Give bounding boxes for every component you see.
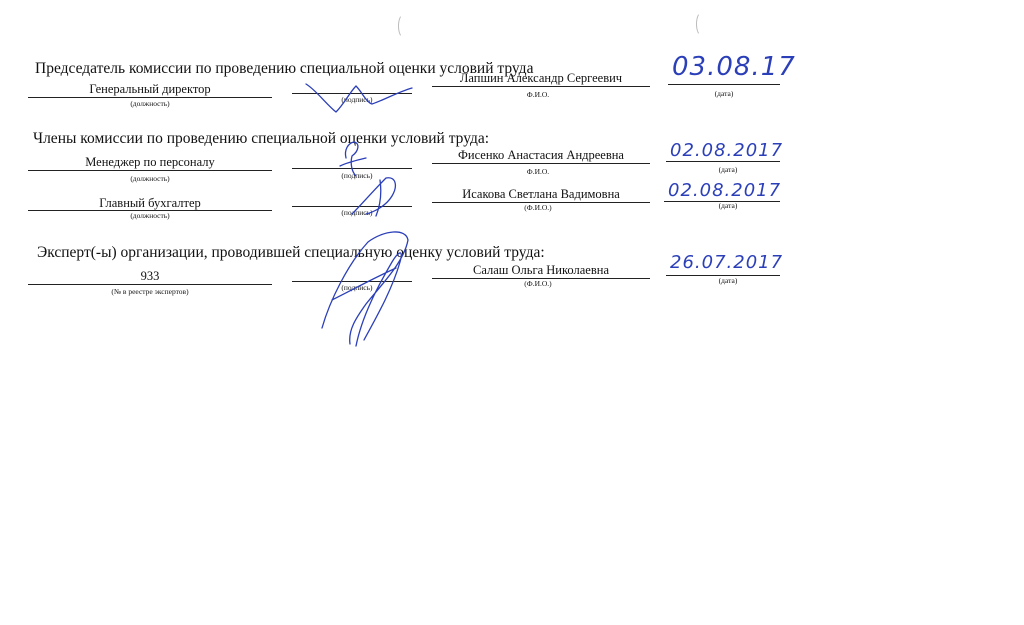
chairman-heading: Председатель комиссии по проведению специальной оценки условий труда <box>35 60 534 77</box>
chairman-position-caption: (должность) <box>130 99 170 108</box>
member-signature-caption: (подпись) <box>341 171 373 180</box>
member-date-caption: (дата) <box>718 201 738 210</box>
member-position: Главный бухгалтер <box>99 196 201 210</box>
expert-registry-caption: (№ в реестре экспертов) <box>111 287 189 296</box>
chairman-date: 03.08.17 <box>672 52 796 82</box>
member-name-caption: (Ф.И.О.) <box>524 203 552 212</box>
expert-name: Салаш Ольга Николаевна <box>472 263 609 277</box>
member-date: 02.08.2017 <box>670 140 784 161</box>
expert-heading: Эксперт(-ы) организации, проводившей специальную оценку условий труда: <box>37 244 545 261</box>
member-position: Менеджер по персоналу <box>85 155 215 169</box>
chairman-date-caption: (дата) <box>714 89 734 98</box>
expert-signature-caption: (подпись) <box>341 283 373 292</box>
member-position-caption: (должность) <box>130 211 170 220</box>
members-heading: Члены комиссии по проведению специальной оценки условий труда: <box>33 130 490 147</box>
chairman-signature <box>306 84 412 112</box>
member-date: 02.08.2017 <box>668 180 782 201</box>
member-signature <box>340 142 366 176</box>
chairman-position: Генеральный директор <box>89 82 211 96</box>
member-name-caption: Ф.И.О. <box>526 167 550 176</box>
expert-registry-number: 933 <box>140 269 160 283</box>
expert-date: 26.07.2017 <box>670 252 784 273</box>
expert-date-caption: (дата) <box>718 276 738 285</box>
member-position-caption: (должность) <box>130 174 170 183</box>
member-signature <box>352 178 395 216</box>
member-date-caption: (дата) <box>718 165 738 174</box>
member-signature-caption: (подпись) <box>341 208 373 217</box>
member-name: Фисенко Анастасия Андреевна <box>458 148 624 162</box>
member-name: Исакова Светлана Вадимовна <box>462 187 620 201</box>
chairman-name: Лапшин Александр Сергеевич <box>459 71 623 85</box>
chairman-signature-caption: (подпись) <box>341 95 373 104</box>
chairman-name-caption: Ф.И.О. <box>526 90 550 99</box>
expert-signature <box>322 232 408 346</box>
expert-name-caption: (Ф.И.О.) <box>524 279 552 288</box>
